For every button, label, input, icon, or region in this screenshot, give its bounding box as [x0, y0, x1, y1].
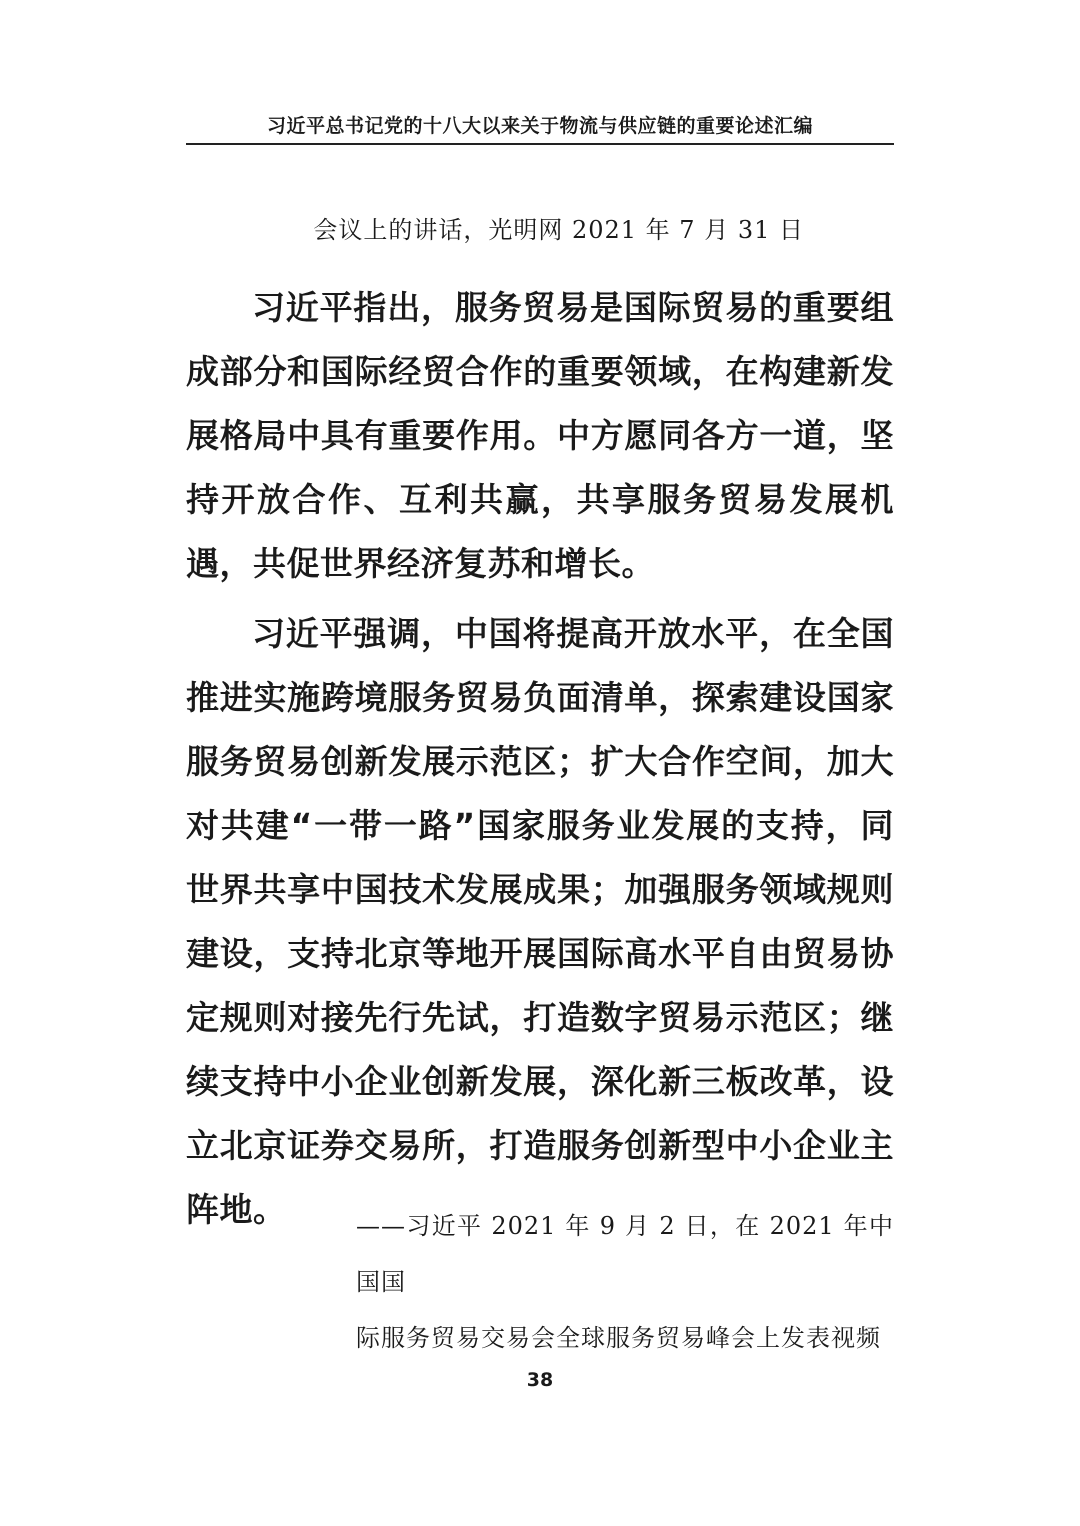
running-header-title: 习近平总书记党的十八大以来关于物流与供应链的重要论述汇编 [266, 115, 813, 137]
source-citation-line: 会议上的讲话，光明网 2021 年 7 月 31 日 [313, 216, 804, 244]
header-divider [186, 143, 894, 145]
attribution-line-1: ——习近平 2021 年 9 月 2 日，在 2021 年中国国 [356, 1212, 894, 1296]
page-number: 38 [526, 1369, 554, 1391]
attribution-line-2: 际服务贸易交易会全球服务贸易峰会上发表视频 [356, 1324, 881, 1352]
body-paragraph-2: 习近平强调，中国将提高开放水平，在全国推进实施跨境服务贸易负面清单，探索建设国家服务贸易创新发展示范区；扩大合作空间，加大对共建“一带一路”国家服务业发展的支持，同世界共享中国技术发展成果；加强服务领域规则建设，支持北京等地开展国际高水平自由贸易协定规则对接先行先试，打造数字贸易示范区；继续支持中小企业创新发展，深化新三板改革，设立北京证券交易所，打造服务创新型中小企业主阵地。 [186, 614, 894, 1229]
attribution-block [356, 1198, 894, 1366]
body-paragraph-1: 习近平指出，服务贸易是国际贸易的重要组成部分和国际经贸合作的重要领域，在构建新发展格局中具有重要作用。中方愿同各方一道，坚持开放合作、互利共赢，共享服务贸易发展机遇，共促世界经济复苏和增长。 [186, 288, 894, 583]
